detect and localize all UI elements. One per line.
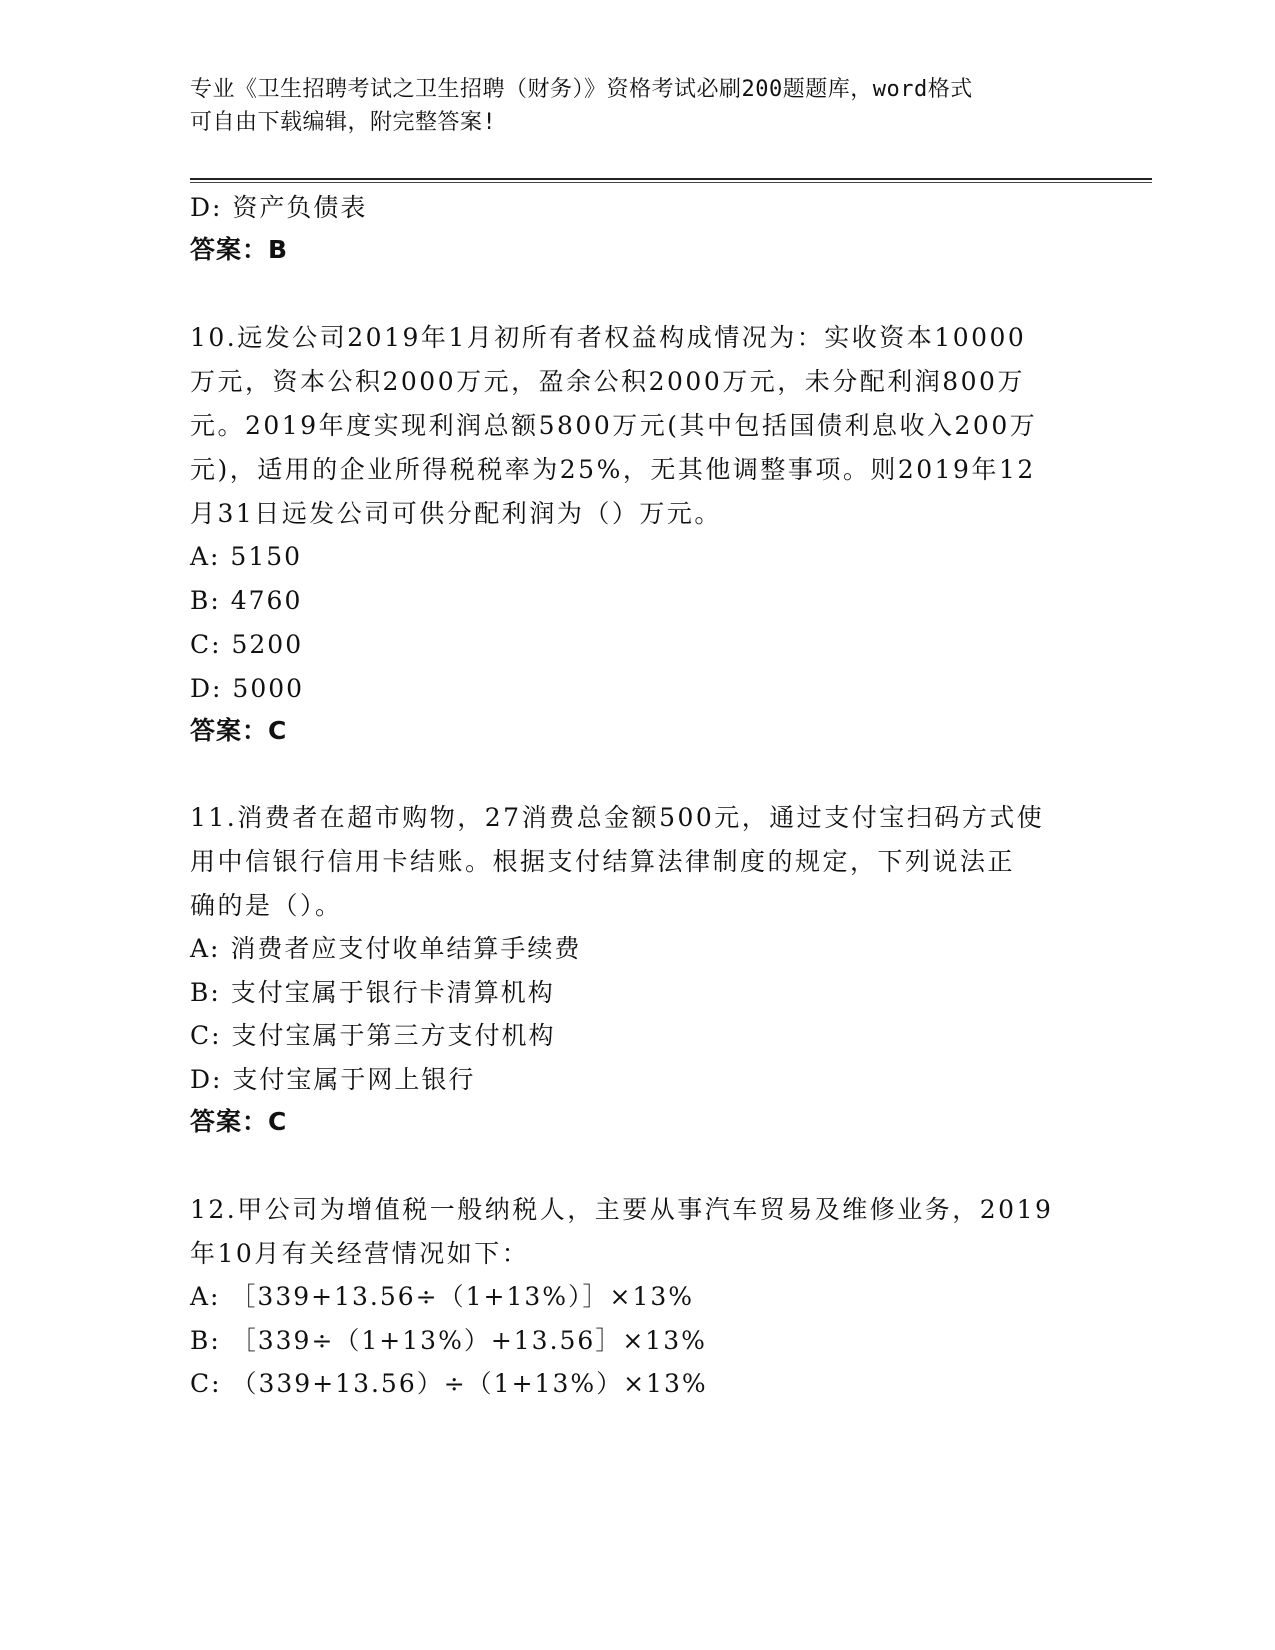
- question-12-option-c: C: （339+13.56）÷（1+13%）×13%: [190, 1369, 708, 1398]
- question-10-text-line-4: 元)，适用的企业所得税税率为25%，无其他调整事项。则2019年12: [190, 455, 1036, 484]
- question-11-answer: 答案：C: [190, 1107, 288, 1136]
- header-rule-thin: [190, 182, 1152, 183]
- question-11-text-line-2: 用中信银行信用卡结账。根据支付结算法律制度的规定，下列说法正: [190, 847, 1016, 876]
- header-title-line-1: 专业《卫生招聘考试之卫生招聘（财务）》资格考试必刷200题题库，word格式: [190, 77, 973, 102]
- question-11-option-a: A: 消费者应支付收单结算手续费: [190, 934, 582, 963]
- question-10-option-c: C: 5200: [190, 630, 304, 659]
- question-12-option-a: A: ［339+13.56÷（1+13%）］×13%: [190, 1282, 695, 1311]
- header-title-line-2: 可自由下载编辑，附完整答案!: [190, 110, 497, 135]
- question-10-option-a: A: 5150: [190, 542, 303, 571]
- question-11-option-c: C: 支付宝属于第三方支付机构: [190, 1021, 556, 1050]
- document-header: [190, 73, 1070, 139]
- question-12-text-line-1: 12.甲公司为增值税一般纳税人，主要从事汽车贸易及维修业务，2019: [190, 1195, 1054, 1224]
- header-rule-thick: [190, 178, 1152, 180]
- question-11-option-b: B: 支付宝属于银行卡清算机构: [190, 978, 555, 1007]
- question-10-text-line-5: 月31日远发公司可供分配利润为（）万元。: [190, 499, 722, 528]
- prev-question-option-d: D: 资产负债表: [190, 193, 368, 222]
- question-12-text-line-2: 年10月有关经营情况如下：: [190, 1239, 530, 1268]
- question-10-answer: 答案：C: [190, 716, 288, 745]
- question-10-option-b: B: 4760: [190, 586, 303, 615]
- question-10-text-line-3: 元。2019年度实现利润总额5800万元(其中包括国债利息收入200万: [190, 411, 1038, 440]
- question-11-text-line-3: 确的是（）。: [190, 891, 343, 920]
- question-12-option-b: B: ［339÷（1+13%）+13.56］×13%: [190, 1326, 707, 1355]
- question-10-text-line-2: 万元，资本公积2000万元，盈余公积2000万元，未分配利润800万: [190, 367, 1025, 396]
- question-11-option-d: D: 支付宝属于网上银行: [190, 1065, 476, 1094]
- question-10-text-line-1: 10.远发公司2019年1月初所有者权益构成情况为：实收资本10000: [190, 323, 1027, 352]
- question-11-text-line-1: 11.消费者在超市购物，27消费总金额500元，通过支付宝扫码方式使: [190, 803, 1045, 832]
- prev-question-answer: 答案：B: [190, 235, 289, 264]
- question-10-option-d: D: 5000: [190, 674, 305, 703]
